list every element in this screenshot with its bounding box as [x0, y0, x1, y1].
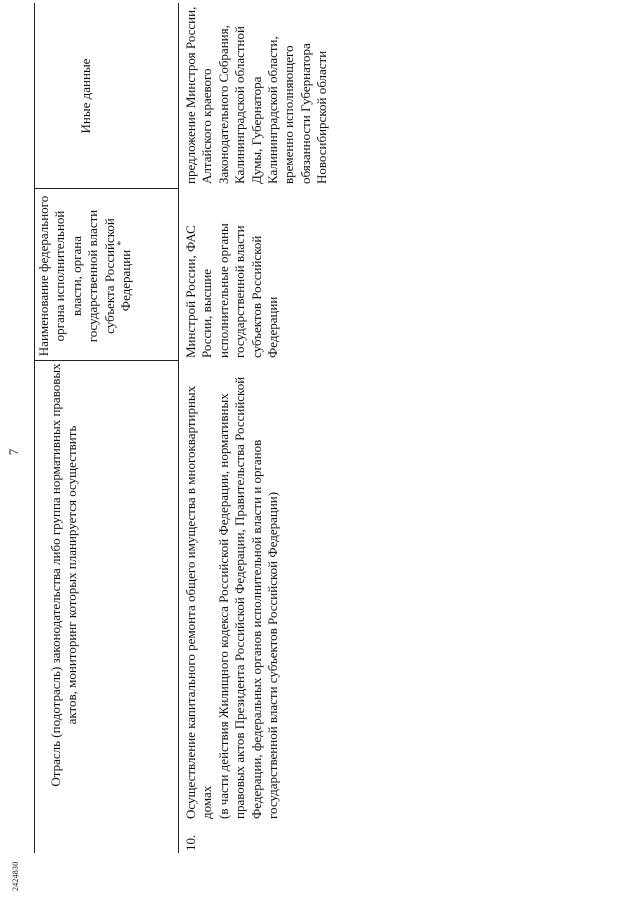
header-bottom-border: [178, 3, 179, 853]
column-divider-2: [34, 188, 178, 189]
header-other: Иные данные: [78, 58, 93, 134]
row-authority: Минстрой России, ФАС России, высшие исполнительные органы государственной власти субъектов Российской Федерации: [183, 223, 281, 358]
row-sector-detail: (в части действия Жилищного кодекса Российской Федерации, нормативных правовых актов Президента Российской Федерации, Правительства Российской Федерации, федеральных органов исполнительной власти и органов государственной власти субъектов Российской Федерации): [215, 376, 281, 819]
page-number: 7: [6, 448, 21, 456]
document-code: 2424830: [11, 861, 20, 891]
table-top-border: [34, 3, 35, 853]
header-authority: [36, 192, 136, 360]
row-sector-title: Осуществление капитального ремонта общего имущества в многоквартирных домах: [183, 385, 215, 819]
row-other-data: предложение Минстроя России, Алтайского краевого Законодательного Собрания, Калининградской областной Думы, Губернатора Калининградской области, временно исполняющего обязанности Губернатора Новосибирской области: [183, 6, 330, 184]
header-authority-text: Наименование федерального органа исполнительной власти, органа государственной власти субъекта Российской Федерации: [36, 195, 134, 357]
row-number: 10.: [183, 834, 198, 851]
footnote-mark: *: [116, 240, 128, 246]
header-sector: Отрасль (подотрасль) законодательства либо группа нормативных правовых актов, мониторинг которых планируется осуществить: [48, 363, 80, 787]
column-divider-1: [34, 360, 178, 361]
row-sector: [183, 361, 281, 819]
